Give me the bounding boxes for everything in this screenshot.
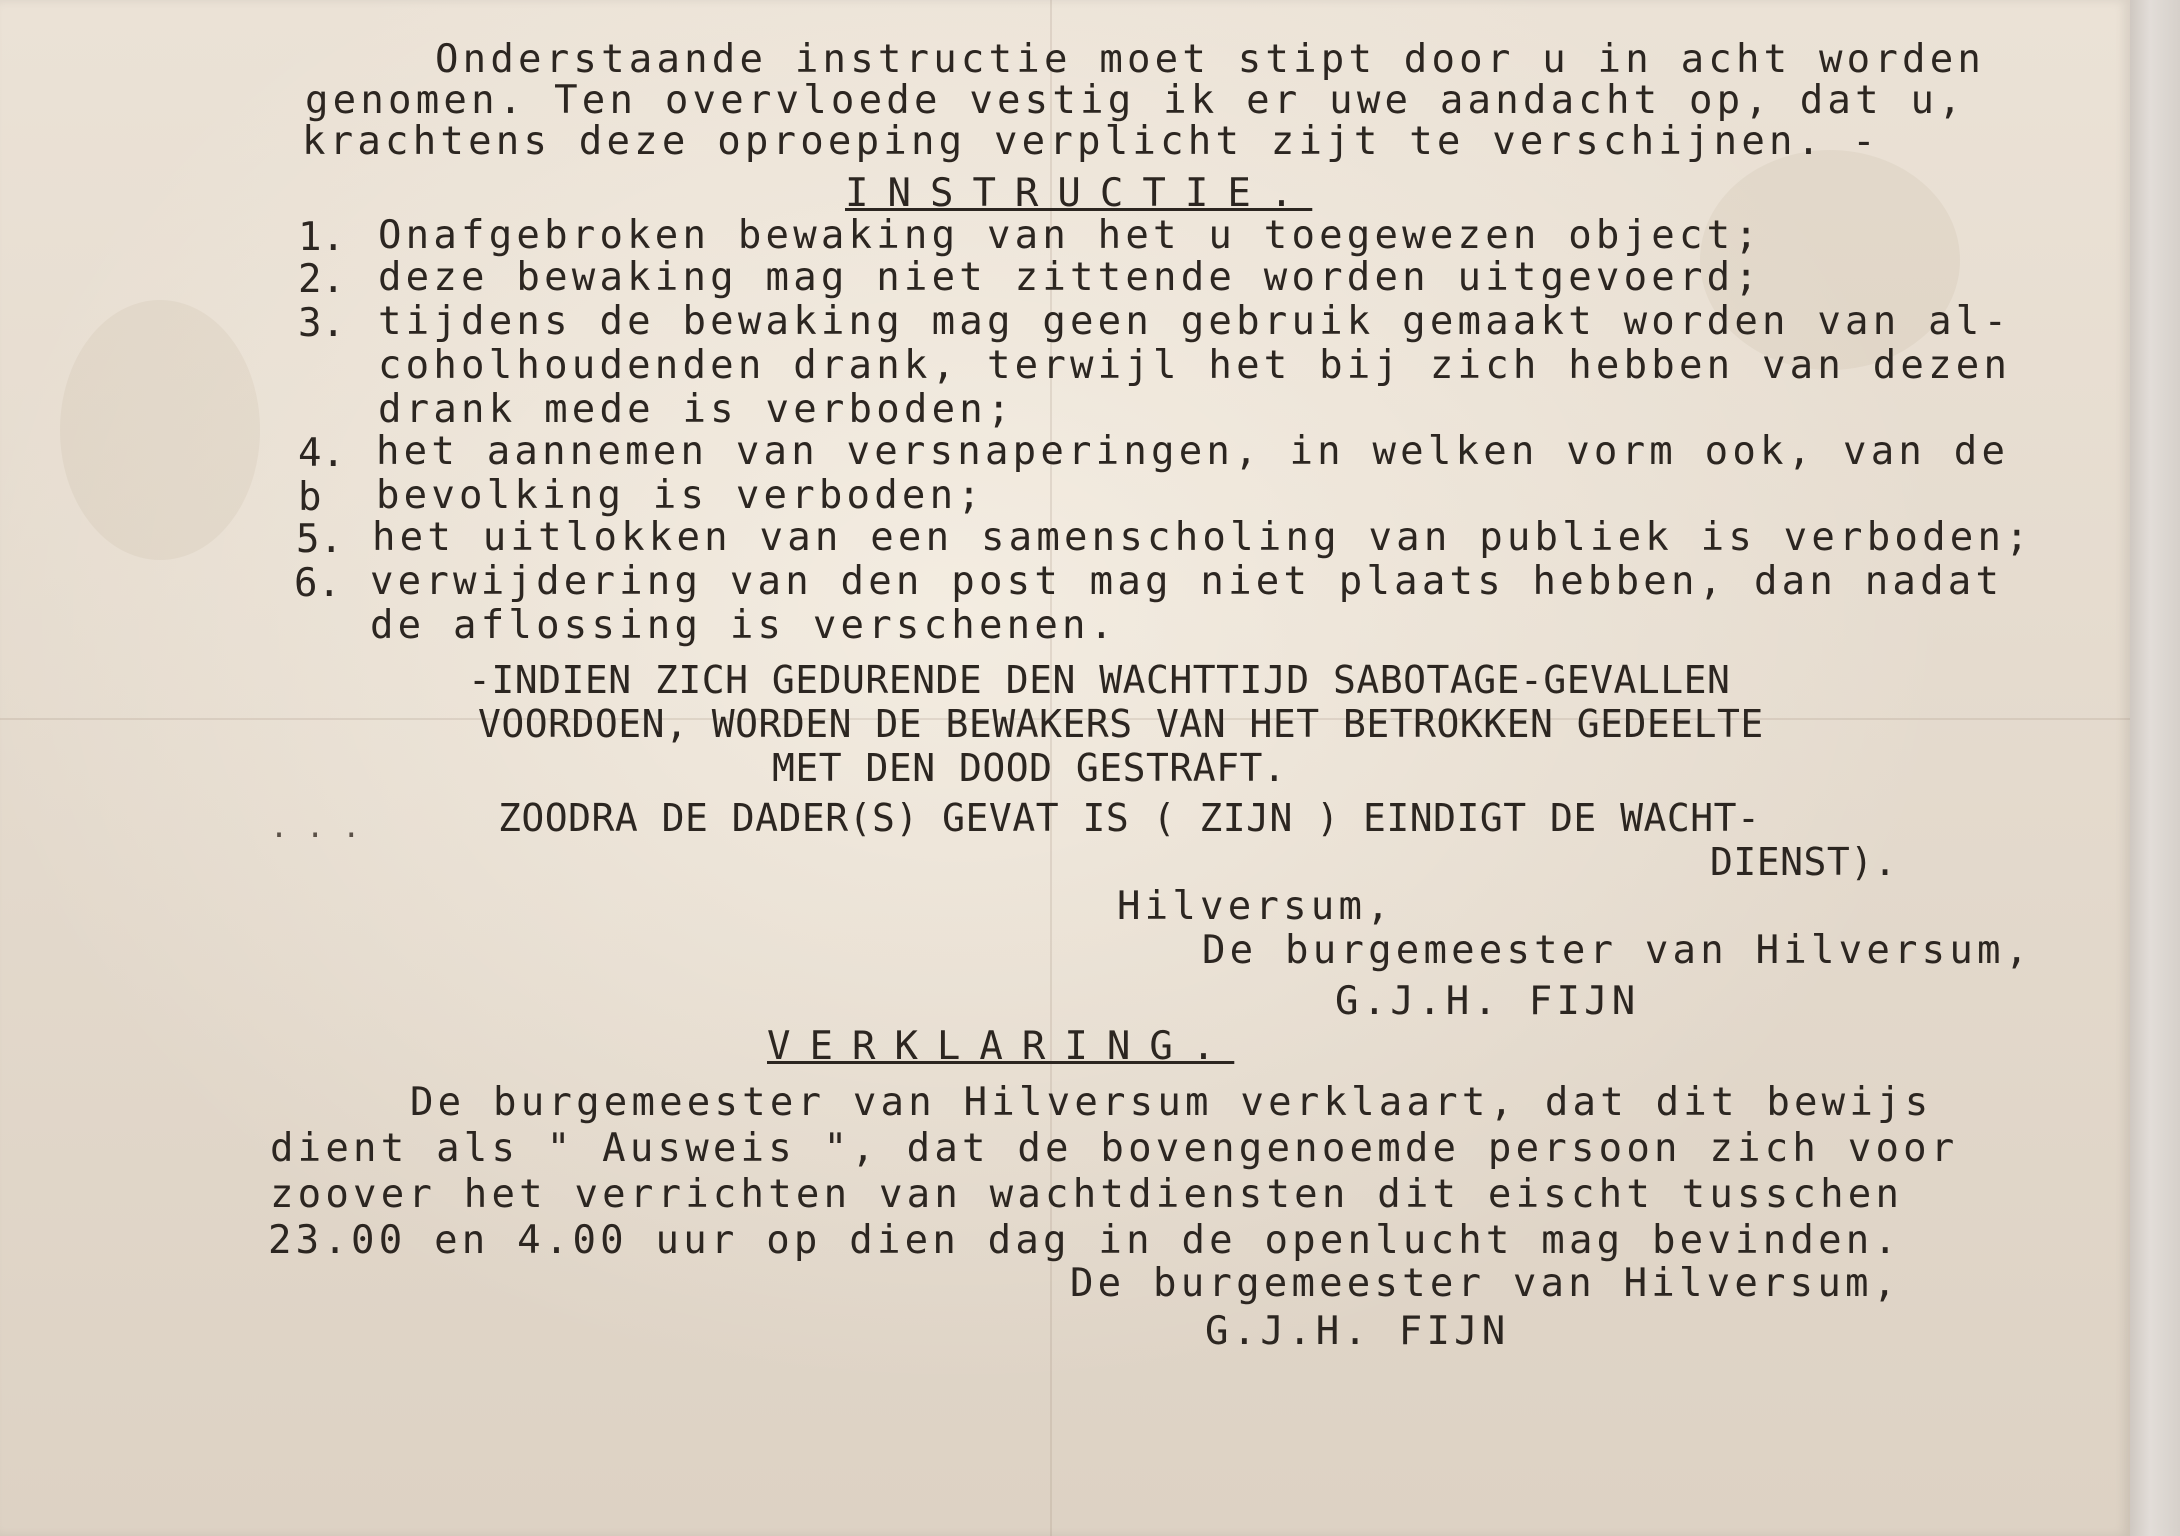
verklaring-line: dient als " Ausweis ", dat de bovengenoemde persoon zich voor: [270, 1126, 1959, 1171]
signature-name: G.J.H. FIJN: [1335, 979, 1640, 1024]
warning-line: ZOODRA DE DADER(S) GEVAT IS ( ZIJN ) EINDIGT DE WACHT-: [498, 796, 1761, 840]
item-text: het uitlokken van een samenscholing van publiek is verboden;: [372, 515, 2033, 560]
background-edge: [2130, 0, 2180, 1536]
item-text: verwijdering van den post mag niet plaats hebben, dan nadat: [370, 559, 2004, 604]
item-text: deze bewaking mag niet zittende worden uitgevoerd;: [378, 255, 1762, 300]
intro-line: krachtens deze oproeping verplicht zijt te verschijnen. -: [302, 119, 1880, 164]
verklaring-heading: VERKLARING.: [767, 1024, 1235, 1069]
signature-place: Hilversum,: [1117, 884, 1394, 929]
item-text: het aannemen van versnaperingen, in welken vorm ook, van de: [376, 429, 2010, 474]
item-text: coholhoudenden drank, terwijl het bij zich hebben van dezen: [378, 343, 2012, 388]
item-number: b: [298, 475, 322, 520]
item-number: 3.: [298, 301, 345, 346]
item-text: de aflossing is verschenen.: [370, 603, 1118, 648]
verklaring-line: De burgemeester van Hilversum verklaart, dat dit bewijs: [410, 1080, 1933, 1125]
verklaring-line: zoover het verrichten van wachtdiensten dit eischt tusschen: [270, 1172, 1904, 1217]
item-number: 5.: [296, 517, 343, 562]
item-number: 1.: [298, 215, 345, 260]
intro-line: Onderstaande instructie moet stipt door u in acht worden: [435, 37, 1986, 82]
signature-title: De burgemeester van Hilversum,: [1202, 928, 2033, 973]
item-text: drank mede is verboden;: [378, 387, 1015, 432]
warning-line: VOORDOEN, WORDEN DE BEWAKERS VAN HET BETROKKEN GEDEELTE: [478, 702, 1764, 746]
instructie-heading: INSTRUCTIE.: [845, 171, 1313, 216]
verklaring-line: 23.00 en 4.00 uur op dien dag in de openlucht mag bevinden.: [268, 1218, 1902, 1263]
warning-line: MET DEN DOOD GESTRAFT.: [772, 746, 1287, 790]
signature-name: G.J.H. FIJN: [1205, 1309, 1510, 1354]
warning-line: DIENST).: [1710, 840, 1898, 884]
item-text: bevolking is verboden;: [376, 473, 985, 518]
warning-line: -INDIEN ZICH GEDURENDE DEN WACHTTIJD SABOTAGE-GEVALLEN: [468, 658, 1731, 702]
typewriter-specks: . . .: [270, 810, 361, 845]
item-text: tijdens de bewaking mag geen gebruik gemaakt worden van al-: [378, 299, 2012, 344]
paper-stain: [60, 300, 260, 560]
item-number: 2.: [298, 257, 345, 302]
item-text: Onafgebroken bewaking van het u toegewezen object;: [378, 213, 1762, 258]
signature-title: De burgemeester van Hilversum,: [1070, 1261, 1901, 1306]
item-number: 6.: [294, 561, 341, 606]
item-number: 4.: [298, 431, 345, 476]
intro-line: genomen. Ten overvloede vestig ik er uwe aandacht op, dat u,: [305, 78, 1966, 123]
